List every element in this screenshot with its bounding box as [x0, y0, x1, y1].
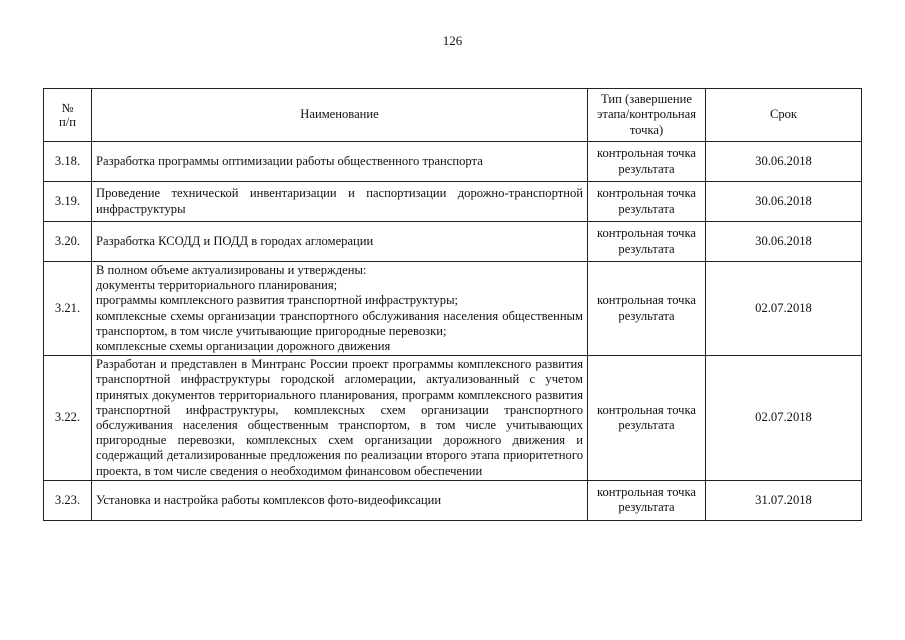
- row-name: Разработка КСОДД и ПОДД в городах агломерации: [92, 222, 588, 262]
- row-date: 30.06.2018: [706, 222, 862, 262]
- row-date: 02.07.2018: [706, 356, 862, 481]
- row-type: контрольная точка результата: [588, 222, 706, 262]
- table-row: [44, 262, 862, 356]
- schedule-table: [43, 88, 862, 521]
- table-row: [44, 182, 862, 222]
- row-num: 3.22.: [44, 356, 92, 481]
- row-num: 3.18.: [44, 142, 92, 182]
- header-type-label: Тип (завершение этапа/контрольная точка): [596, 92, 697, 137]
- row-num: 3.21.: [44, 262, 92, 356]
- header-date-label: Срок: [769, 107, 798, 122]
- table-row: [44, 356, 862, 481]
- page-number: 126: [442, 33, 463, 48]
- row-date: 30.06.2018: [706, 142, 862, 182]
- table-row: [44, 222, 862, 262]
- row-name: Проведение технической инвентаризации и паспортизации дорожно-транспортной инфраструктуры: [92, 182, 588, 222]
- row-num: 3.19.: [44, 182, 92, 222]
- row-name: Разработан и представлен в Минтранс России проект программы комплексного развития транспортной инфраструктуры городской агломерации, актуализованный с учетом принятых документов территориального планирования, программ комплексного развития транспортной инфраструктуры, комплексных схем организации транспортного обслуживания населения общественным транспортом, в том числе учитывающих пригородные перевозки, комплексных схем организации дорожного движения и содержащий детализированные предложения по реализации второго этапа приоритетного проекта, в том числе сведения о необходимом финансовом обеспечении: [92, 356, 588, 481]
- table-row: [44, 480, 862, 520]
- header-type: [588, 89, 706, 142]
- row-type: контрольная точка результата: [588, 480, 706, 520]
- row-date: 30.06.2018: [706, 182, 862, 222]
- table-header-row: [44, 89, 862, 142]
- row-name: Установка и настройка работы комплексов фото-видеофиксации: [92, 480, 588, 520]
- row-num: 3.23.: [44, 480, 92, 520]
- header-date: [706, 89, 862, 142]
- header-num: [44, 89, 92, 142]
- row-type: контрольная точка результата: [588, 356, 706, 481]
- row-date: 02.07.2018: [706, 262, 862, 356]
- row-name: В полном объеме актуализированы и утверждены: документы территориального планирования; программы комплексного развития транспортной инфраструктуры; комплексные схемы организации транспортного обслуживания населения общественным транспортом, в том числе учитывающие пригородные перевозки; комплексные схемы организации дорожного движения: [92, 262, 588, 356]
- row-type: контрольная точка результата: [588, 182, 706, 222]
- row-type: контрольная точка результата: [588, 262, 706, 356]
- table-row: [44, 142, 862, 182]
- row-name: Разработка программы оптимизации работы общественного транспорта: [92, 142, 588, 182]
- row-type: контрольная точка результата: [588, 142, 706, 182]
- header-name: [92, 89, 588, 142]
- header-name-label: Наименование: [300, 107, 379, 122]
- header-num-label: № п/п: [59, 101, 76, 129]
- row-date: 31.07.2018: [706, 480, 862, 520]
- row-num: 3.20.: [44, 222, 92, 262]
